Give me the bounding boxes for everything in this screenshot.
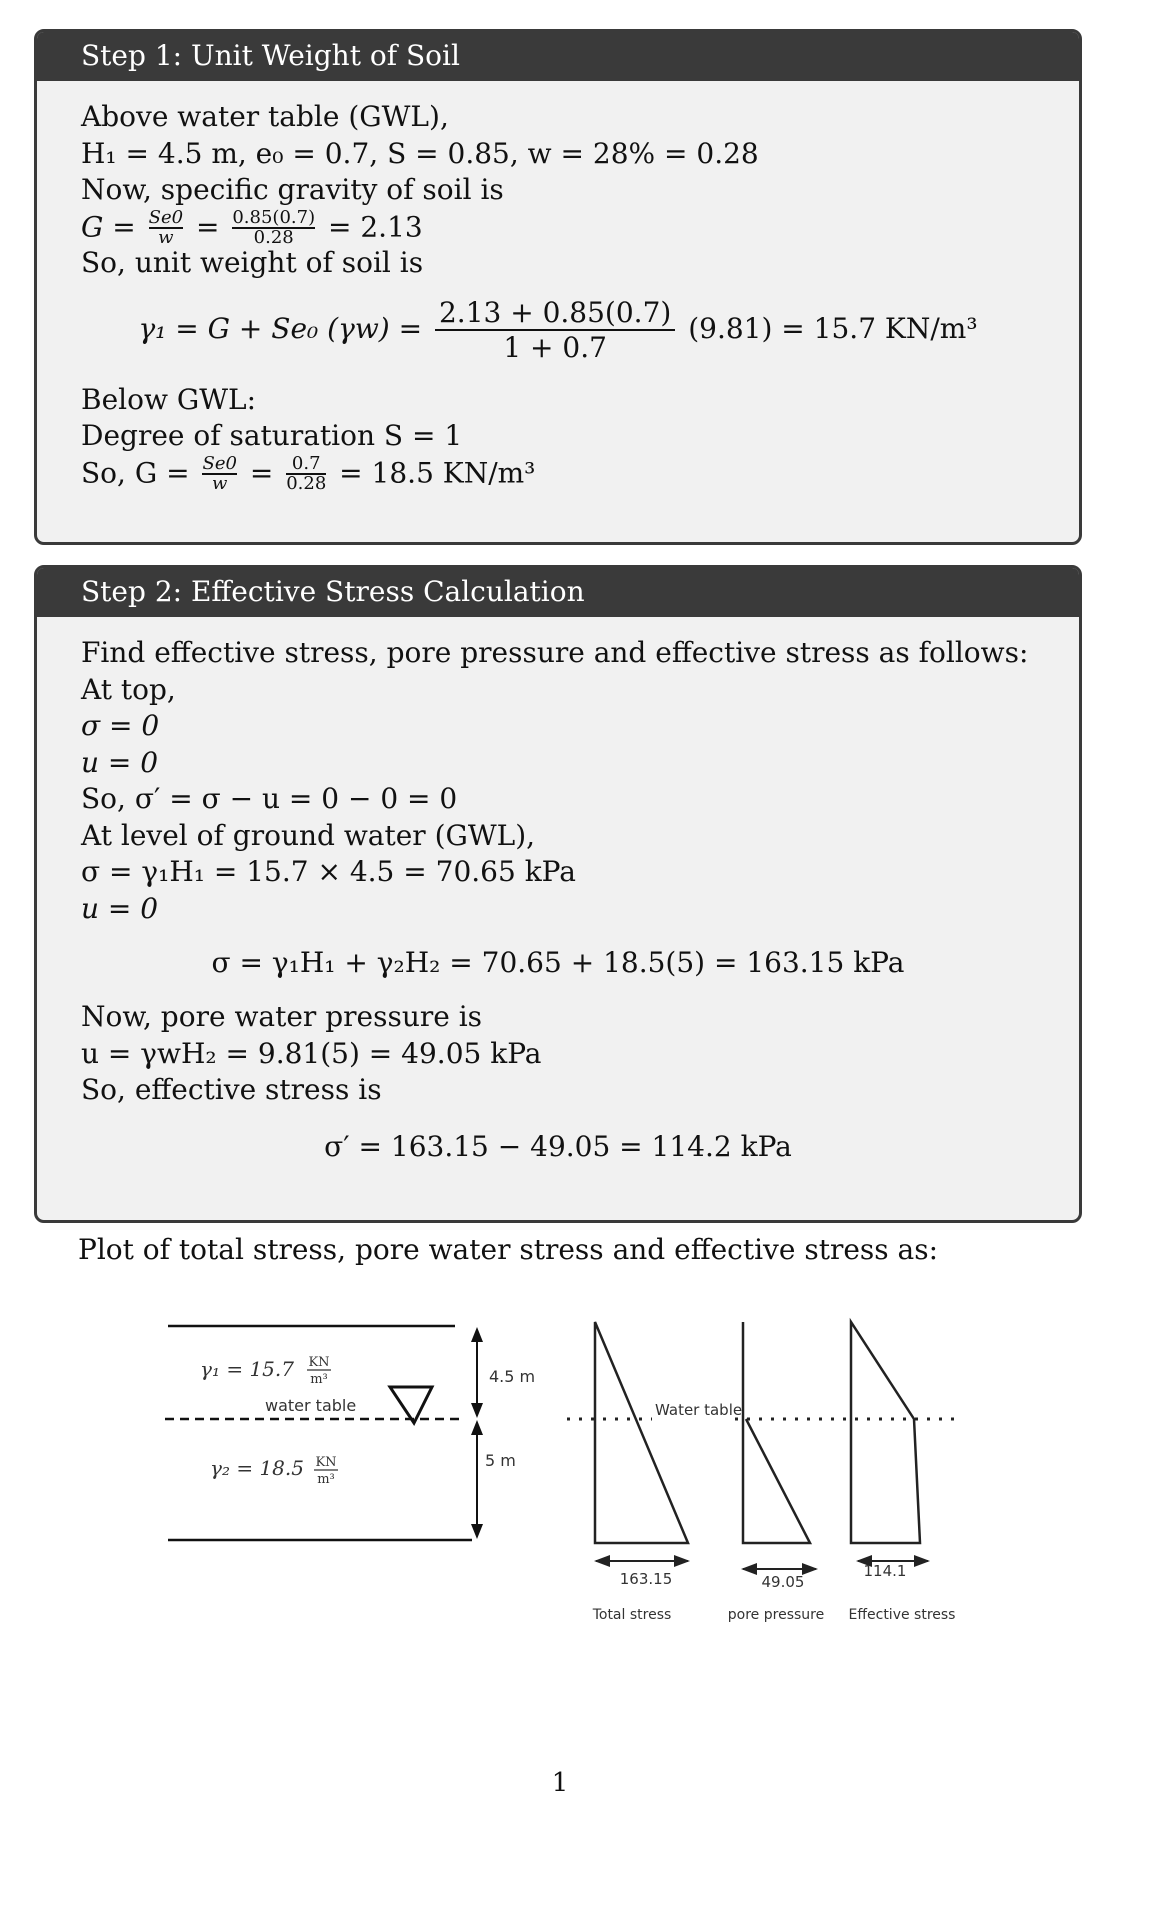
h1-label: 4.5 m bbox=[489, 1367, 536, 1386]
step2-title: Step 2: Effective Stress Calculation bbox=[37, 568, 1079, 617]
pore-pressure-caption: pore pressure bbox=[727, 1607, 825, 1623]
gamma1-label: γ₁ = 15.7 bbox=[200, 1357, 294, 1381]
gamma1-unit-den: m³ bbox=[310, 1372, 328, 1387]
total-value-label: 163.15 bbox=[619, 1570, 673, 1588]
step2-intro: Find effective stress, pore pressure and effective stress as follows: bbox=[81, 636, 1029, 669]
g2-fraction-1: $\frac{Se0}{w}$ bbox=[202, 452, 237, 495]
gamma2-unit-den: m³ bbox=[317, 1472, 335, 1487]
g-result: = 2.13 bbox=[328, 209, 423, 243]
u-top: u = 0 bbox=[81, 745, 159, 779]
u-bottom-equation: u = γwH₂ = 9.81(5) = 49.05 kPa bbox=[81, 1036, 542, 1070]
effective-stress-diagram bbox=[851, 1322, 920, 1543]
water-table-label-right: Water table bbox=[655, 1401, 743, 1419]
unit-weight-text: So, unit weight of soil is bbox=[81, 246, 424, 279]
total-stress-caption: Total stress bbox=[592, 1607, 672, 1623]
sigma-top: σ = 0 bbox=[81, 709, 160, 742]
step1-title: Step 1: Unit Weight of Soil bbox=[37, 32, 1079, 81]
water-table-icon bbox=[390, 1387, 432, 1423]
gamma2-unit-num: KN bbox=[315, 1455, 337, 1470]
pore-pressure-text: Now, pore water pressure is bbox=[81, 1000, 483, 1033]
sigma-gwl: σ = γ₁H₁ = 15.7 × 4.5 = 70.65 kPa bbox=[81, 855, 576, 888]
below-gwl-text: Below GWL: bbox=[81, 382, 256, 416]
h2-label: 5 m bbox=[485, 1451, 516, 1470]
total-stress-diagram bbox=[595, 1322, 688, 1543]
gamma1-unit-num: KN bbox=[308, 1355, 330, 1370]
effective-bottom-equation: σ′ = 163.15 − 49.05 = 114.2 kPa bbox=[324, 1129, 792, 1163]
at-gwl-text: At level of ground water (GWL), bbox=[81, 818, 536, 852]
pore-value-label: 49.05 bbox=[761, 1573, 805, 1591]
g-fraction-1: $\frac{Se0}{w}$ bbox=[148, 206, 184, 249]
g2-fraction-2: $\frac{0.7}{0.28}$ bbox=[286, 452, 327, 495]
gamma1-fraction: $\frac{2.13 + 0.85(0.7)}{1 + 0.7}$ bbox=[435, 296, 675, 365]
specific-gravity-text: Now, specific gravity of soil is bbox=[81, 173, 504, 206]
u-gwl: u = 0 bbox=[81, 891, 159, 925]
effective-top: So, σ′ = σ − u = 0 − 0 = 0 bbox=[81, 782, 458, 815]
page-number: 1 bbox=[551, 1768, 569, 1798]
above-gwl-text: Above water table (GWL), bbox=[81, 100, 449, 133]
at-top-text: At top, bbox=[81, 672, 176, 706]
gamma1-equation: γ₁ = G + Se₀ (γw) = $\frac{2.13 + 0.85(0.7)}{1 + 0.7}$ (9.81) = 15.7 KN/m³ bbox=[138, 295, 978, 364]
gamma2-label: γ₂ = 18.5 bbox=[210, 1456, 304, 1480]
givens-line: H₁ = 4.5 m, e₀ = 0.7, S = 0.85, w = 28% = 0.28 bbox=[81, 136, 759, 170]
saturation-text: Degree of saturation S = 1 bbox=[81, 419, 463, 452]
effective-stress-caption: Effective stress bbox=[848, 1607, 956, 1623]
effective-stress-text: So, effective stress is bbox=[81, 1073, 382, 1106]
sigma-bottom-equation: σ = γ₁H₁ + γ₂H₂ = 70.65 + 18.5(5) = 163.15 kPa bbox=[211, 946, 905, 979]
pore-pressure-diagram bbox=[743, 1322, 810, 1543]
g-lhs: G = bbox=[81, 209, 136, 243]
g-fraction-2: $\frac{0.85(0.7)}{0.28}$ bbox=[232, 206, 316, 249]
water-table-label-left: water table bbox=[265, 1396, 357, 1415]
plot-caption: Plot of total stress, pore water stress and effective stress as: bbox=[78, 1233, 939, 1266]
g2-equation: So, G = $\frac{Se0}{w}$ = $\frac{0.7}{0.28}$ = 18.5 KN/m³ bbox=[81, 452, 536, 495]
specific-gravity-equation: G = $\frac{Se0}{w}$ = $\frac{0.85(0.7)}{0.28}$ = 2.13 bbox=[81, 206, 423, 249]
effective-value-label: 114.1 bbox=[863, 1562, 907, 1580]
